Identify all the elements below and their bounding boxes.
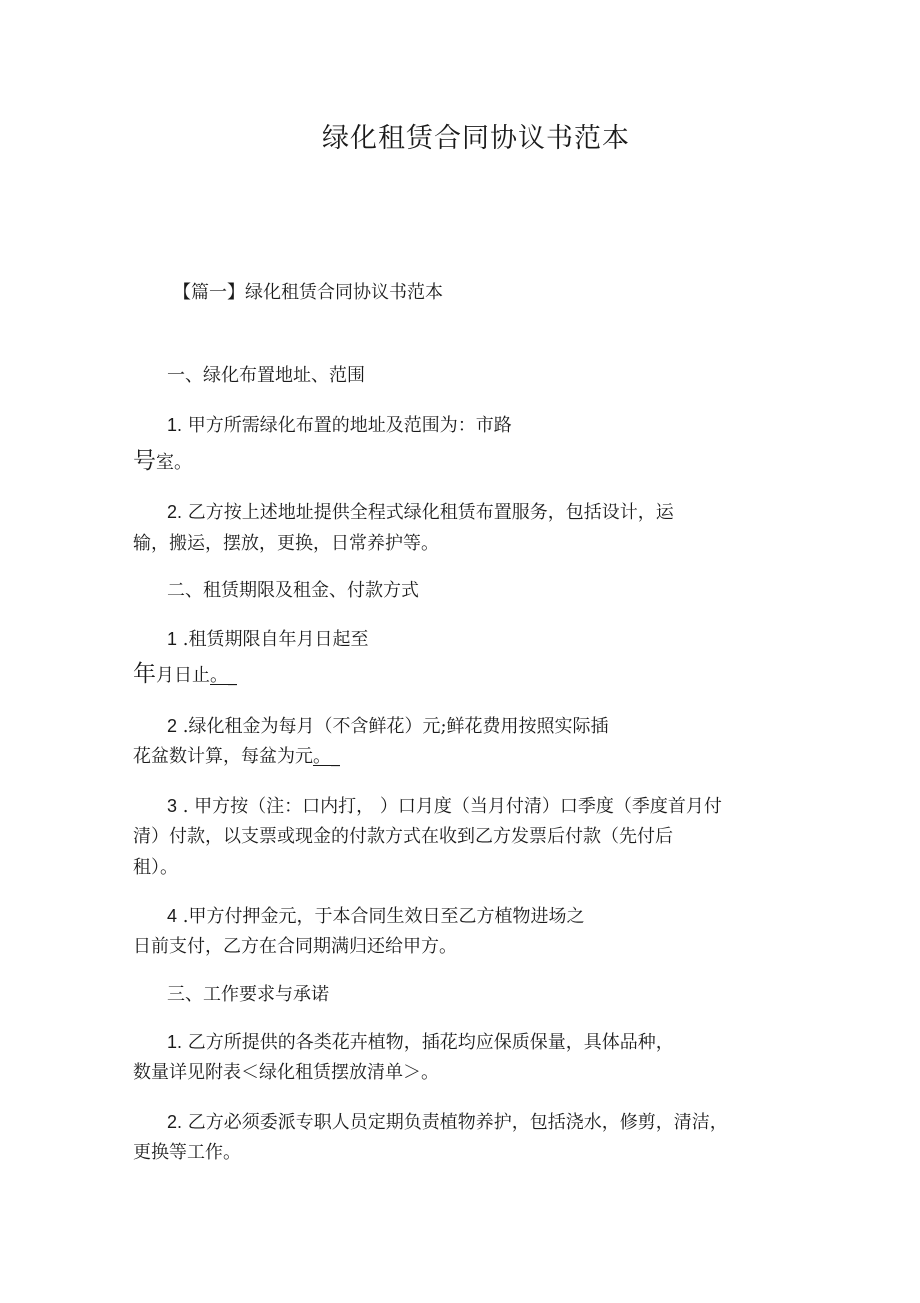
item-text-large: 号 [133,448,156,474]
section-2-item-4-continued: 日前支付，乙方在合同期满归还给甲方。 [133,936,457,957]
item-text: .甲方付押金元，于本合同生效日至乙方植物进场之 [177,906,585,927]
item-number: 2. [167,502,183,522]
item-text-underlined: 。_ [210,665,237,686]
item-number: 2. [167,1112,183,1132]
section-2-item-1-continued [133,662,237,688]
section-3-item-1 [167,1030,674,1055]
document-title: 绿化租赁合同协议书范本 [322,123,630,154]
item-number: 1. [167,1032,183,1052]
item-text: .绿化租金为每月（不含鲜花）元;鲜花费用按照实际插 [177,716,609,737]
item-text: . 甲方按（注：口内打， ）口月度（当月付清）口季度（季度首月付 [177,796,722,817]
item-text: 乙方按上述地址提供全程式绿化租赁布置服务，包括设计，运 [182,502,674,523]
section-3-item-2 [167,1110,728,1135]
section-2-item-2-continued [133,745,340,769]
section-1-heading: 一、绿化布置地址、范围 [167,365,365,386]
item-number: 3 [167,796,178,816]
section-1-item-2-continued: 输，搬运，摆放，更换，日常养护等。 [133,533,439,554]
item-text: 花盆数计算，每盆为元 [133,746,313,767]
item-text-large: 年 [133,661,156,687]
item-text: 月日止 [156,665,210,686]
section-3-item-1-continued: 数量详见附表＜绿化租赁摆放清单＞。 [133,1062,439,1083]
section-1-item-2 [167,500,674,525]
section-3-heading: 三、工作要求与承诺 [167,984,329,1005]
section-3-item-2-continued: 更换等工作。 [133,1142,241,1163]
item-text: 甲方所需绿化布置的地址及范围为：市路 [182,415,512,436]
item-number: 1 [167,629,178,649]
item-text: 乙方必须委派专职人员定期负责植物养护，包括浇水，修剪，清洁， [182,1112,728,1133]
section-2-item-3 [167,794,722,819]
section-2-item-2 [167,714,609,739]
item-text: .租赁期限自年月日起至 [177,629,369,650]
item-number: 2 [167,716,178,736]
item-text: 室。 [156,452,192,473]
section-1-item-1 [167,413,512,438]
section-2-heading: 二、租赁期限及租金、付款方式 [167,580,419,601]
chapter-heading: 【篇一】绿化租赁合同协议书范本 [173,282,443,303]
section-2-item-3-continued-2: 租）。 [133,857,178,878]
section-1-item-1-continued [133,449,192,475]
item-number: 1. [167,415,183,435]
item-number: 4 [167,906,178,926]
item-text-underlined: 。_ [313,746,340,767]
item-text: 乙方所提供的各类花卉植物，插花均应保质保量，具体品种， [182,1032,674,1053]
section-2-item-1 [167,627,368,652]
section-2-item-3-continued-1: 清）付款，以支票或现金的付款方式在收到乙方发票后付款（先付后 [133,826,673,847]
section-2-item-4 [167,904,584,929]
